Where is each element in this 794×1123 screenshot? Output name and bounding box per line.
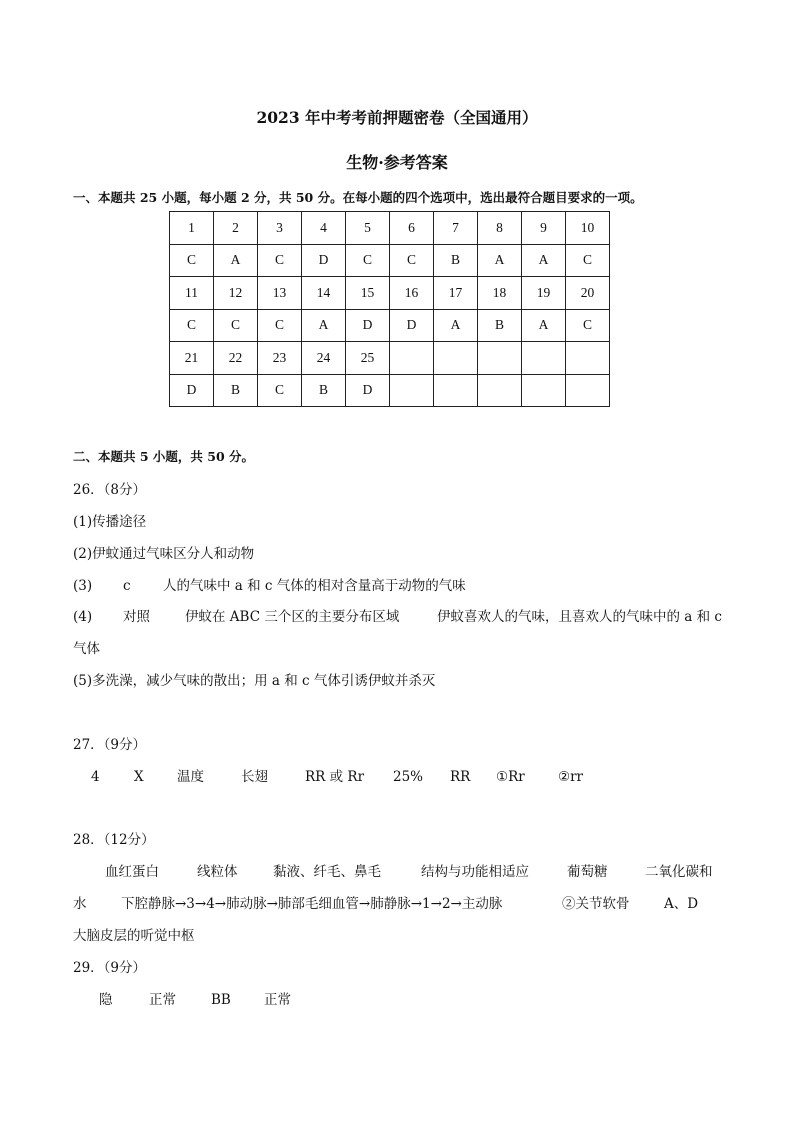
q28-answer: 水 xyxy=(73,896,87,912)
question-number-cell: 7 xyxy=(434,212,478,245)
q28-answer: 线粒体 xyxy=(197,864,238,880)
question-number-cell xyxy=(478,342,522,375)
question-number-cell: 6 xyxy=(390,212,434,245)
q26-3-answer-b: 人的气味中 a 和 c 气体的相对含量高于动物的气味 xyxy=(163,578,466,594)
answer-cell: C xyxy=(258,309,302,342)
answer-cell: A xyxy=(434,309,478,342)
answer-cell: C xyxy=(170,244,214,277)
q28-answer: 葡萄糖 xyxy=(567,864,608,880)
q27-answer: ②rr xyxy=(558,769,584,785)
answer-table-row xyxy=(170,309,610,342)
question-number-cell: 8 xyxy=(478,212,522,245)
question-number-cell: 10 xyxy=(566,212,610,245)
q26-4-answer-b: 伊蚊在 ABC 三个区的主要分布区域 xyxy=(185,609,400,625)
answer-cell: C xyxy=(258,244,302,277)
q28-answers-line2 xyxy=(73,892,698,912)
answer-table-row xyxy=(170,277,610,310)
answer-cell: C xyxy=(566,244,610,277)
q28-heading: 28．（12分） xyxy=(73,832,155,848)
q29-answer: 正常 xyxy=(149,992,176,1008)
answer-cell: A xyxy=(522,244,566,277)
q26-answer-5: (5)多洗澡，减少气味的散出；用 a 和 c 气体引诱伊蚊并杀灭 xyxy=(73,673,436,689)
answer-cell: D xyxy=(346,309,390,342)
answer-table-row xyxy=(170,342,610,375)
q26-answer-1: (1)传播途径 xyxy=(73,514,147,530)
question-number-cell xyxy=(566,342,610,375)
q27-heading: 27．（9分） xyxy=(73,737,147,753)
question-number-cell: 12 xyxy=(214,277,258,310)
q29-answer: 正常 xyxy=(264,992,291,1008)
page-subtitle: 生物·参考答案 xyxy=(346,153,448,172)
answer-cell: C xyxy=(346,244,390,277)
question-number-cell: 13 xyxy=(258,277,302,310)
question-number-cell: 1 xyxy=(170,212,214,245)
q26-4-answer-a: 对照 xyxy=(123,609,150,625)
q26-answer-2: (2)伊蚊通过气味区分人和动物 xyxy=(73,546,255,562)
question-number-cell: 15 xyxy=(346,277,390,310)
q28-answer-10: 大脑皮层的听觉中枢 xyxy=(73,928,195,944)
answer-cell: D xyxy=(390,309,434,342)
answer-cell xyxy=(566,374,610,407)
question-number-cell: 16 xyxy=(390,277,434,310)
question-number-cell: 2 xyxy=(214,212,258,245)
answer-cell: C xyxy=(258,374,302,407)
q27-answers xyxy=(73,765,583,785)
answer-cell: D xyxy=(170,374,214,407)
answer-table xyxy=(169,211,610,407)
answer-cell: B xyxy=(214,374,258,407)
question-number-cell: 5 xyxy=(346,212,390,245)
answer-cell: C xyxy=(566,309,610,342)
question-number-cell: 14 xyxy=(302,277,346,310)
answer-table-row xyxy=(170,244,610,277)
answer-cell: D xyxy=(302,244,346,277)
answer-cell: A xyxy=(522,309,566,342)
q26-answer-4-continued: 气体 xyxy=(73,641,100,657)
q26-answer-4 xyxy=(73,605,722,625)
question-number-cell: 19 xyxy=(522,277,566,310)
answer-cell xyxy=(390,374,434,407)
answer-cell xyxy=(522,374,566,407)
question-number-cell: 24 xyxy=(302,342,346,375)
answer-cell: D xyxy=(346,374,390,407)
question-number-cell xyxy=(434,342,478,375)
q27-answer: X xyxy=(134,769,144,785)
q28-answer: 黏液、纤毛、鼻毛 xyxy=(273,864,381,880)
question-number-cell: 20 xyxy=(566,277,610,310)
question-number-cell: 3 xyxy=(258,212,302,245)
question-number-cell: 9 xyxy=(522,212,566,245)
question-number-cell: 18 xyxy=(478,277,522,310)
answer-cell: B xyxy=(478,309,522,342)
answer-table-row xyxy=(170,374,610,407)
answer-cell: C xyxy=(214,309,258,342)
section1-instruction: 一、本题共 25 小题，每小题 2 分，共 50 分。在每小题的四个选项中，选出最符合题目要求的一项。 xyxy=(73,190,643,205)
q28-answer: 下腔静脉→3→4→肺动脉→肺部毛细血管→肺静脉→1→2→主动脉 xyxy=(121,896,503,912)
answer-cell: C xyxy=(170,309,214,342)
answer-cell: A xyxy=(478,244,522,277)
q27-answer: 长翅 xyxy=(241,769,268,785)
question-number-cell xyxy=(522,342,566,375)
question-number-cell: 17 xyxy=(434,277,478,310)
q29-answer: BB xyxy=(211,992,231,1008)
question-number-cell xyxy=(390,342,434,375)
q28-answer: ②关节软骨 xyxy=(562,896,630,912)
answer-cell: A xyxy=(214,244,258,277)
q27-answer: ①Rr xyxy=(496,769,525,785)
answer-cell: B xyxy=(302,374,346,407)
q27-answer: 4 xyxy=(91,769,100,785)
q27-answer: RR xyxy=(450,769,471,785)
q27-answer: 25% xyxy=(393,769,424,785)
q27-answer: RR 或 Rr xyxy=(305,769,365,785)
q28-answer: 血红蛋白 xyxy=(105,864,159,880)
q26-4-answer-c: 伊蚊喜欢人的气味，且喜欢人的气味中的 a 和 c xyxy=(437,609,722,625)
answer-cell: C xyxy=(390,244,434,277)
q26-answer-3 xyxy=(73,574,466,594)
q28-answer: 结构与功能相适应 xyxy=(421,864,529,880)
answer-cell xyxy=(434,374,478,407)
q26-3-answer-a: c xyxy=(123,578,131,594)
answer-cell: B xyxy=(434,244,478,277)
q28-answers-line1 xyxy=(73,860,713,880)
q29-answer: 隐 xyxy=(99,992,113,1008)
q26-4-number: (4) xyxy=(73,609,93,625)
question-number-cell: 11 xyxy=(170,277,214,310)
page-title: 2023 年中考考前押题密卷（全国通用） xyxy=(256,108,538,127)
question-number-cell: 22 xyxy=(214,342,258,375)
q28-answer: 二氧化碳和 xyxy=(645,864,713,880)
section2-instruction: 二、本题共 5 小题，共 50 分。 xyxy=(73,449,255,464)
answer-cell xyxy=(478,374,522,407)
question-number-cell: 21 xyxy=(170,342,214,375)
answer-table-row xyxy=(170,212,610,245)
q29-heading: 29．（9分） xyxy=(73,960,147,976)
q26-3-number: (3) xyxy=(73,578,93,594)
question-number-cell: 23 xyxy=(258,342,302,375)
q29-answers xyxy=(73,988,291,1008)
question-number-cell: 25 xyxy=(346,342,390,375)
q28-answer: A、D xyxy=(664,896,699,912)
answer-cell: A xyxy=(302,309,346,342)
question-number-cell: 4 xyxy=(302,212,346,245)
q27-answer: 温度 xyxy=(177,769,204,785)
q26-heading: 26．（8分） xyxy=(73,482,147,498)
